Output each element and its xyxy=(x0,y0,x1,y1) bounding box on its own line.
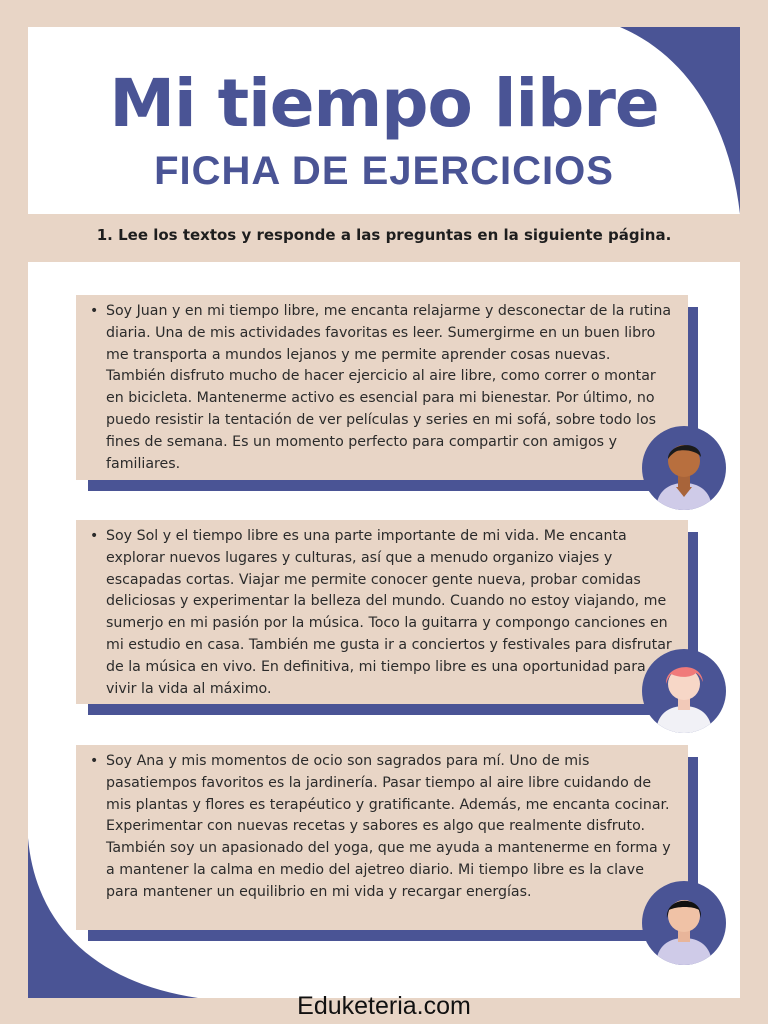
exercise-instruction: 1. Lee los textos y responde a las preguntas en la siguiente página. xyxy=(96,226,672,244)
text-card-ana xyxy=(76,745,688,930)
page-title: Mi tiempo libre xyxy=(109,65,659,142)
bullet-icon: • xyxy=(90,303,99,319)
text-juan: Soy Juan y en mi tiempo libre, me encanta relajarme y desconectar de la rutina diaria. Una de mis actividades favoritas es leer. Sumergirme en un buen libro me transporta a mundos lejanos y me permite aprender cosas nuevas. También disfruto mucho de hacer ejercicio al aire libre, como correr o montar en bicicleta. Mantenerme activo es esencial para mi bienestar. Por último, no puedo resistir la tentación de ver películas y series en mi sofá, sobre todo los fines de semana. Es un momento perfecto para compartir con amigos y familiares. xyxy=(106,303,672,472)
page-subtitle: FICHA DE EJERCICIOS xyxy=(154,149,614,193)
text-card-sol xyxy=(76,520,688,704)
avatar-sol xyxy=(641,648,727,734)
text-card-juan xyxy=(76,295,688,480)
text-ana: Soy Ana y mis momentos de ocio son sagrados para mí. Uno de mis pasatiempos favoritos es la jardinería. Pasar tiempo al aire libre cuidando de mis plantas y flores es terapéutico y gratificante. Además, me encanta cocinar. Experimentar con nuevas recetas y sabores es algo que realmente disfruto. También soy un apasionado del yoga, que me ayuda a mantenerme en forma y a mantener la calma en medio del ajetreo diario. Mi tiempo libre es la clave para mantener un equilibrio en mi vida y recargar energías. xyxy=(106,753,671,900)
header-banner xyxy=(28,27,740,214)
bullet-icon: • xyxy=(90,753,99,769)
footer-website: Eduketeria.com xyxy=(297,992,471,1020)
avatar-juan xyxy=(641,425,727,511)
text-sol: Soy Sol y el tiempo libre es una parte importante de mi vida. Me encanta explorar nuevos lugares y culturas, así que a menudo organizo viajes y escapadas cortas. Viajar me permite conocer gente nueva, probar comidas deliciosas y experimentar la belleza del mundo. Cuando no estoy viajando, me sumerjo en mi pasión por la música. Toco la guitarra y compongo canciones en mi estudio en casa. También me gusta ir a conciertos y festivales para disfrutar de la música en vivo. En definitiva, mi tiempo libre es una oportunidad para vivir la vida al máximo. xyxy=(106,528,672,697)
avatar-ana xyxy=(641,880,727,966)
bullet-icon: • xyxy=(90,528,99,544)
